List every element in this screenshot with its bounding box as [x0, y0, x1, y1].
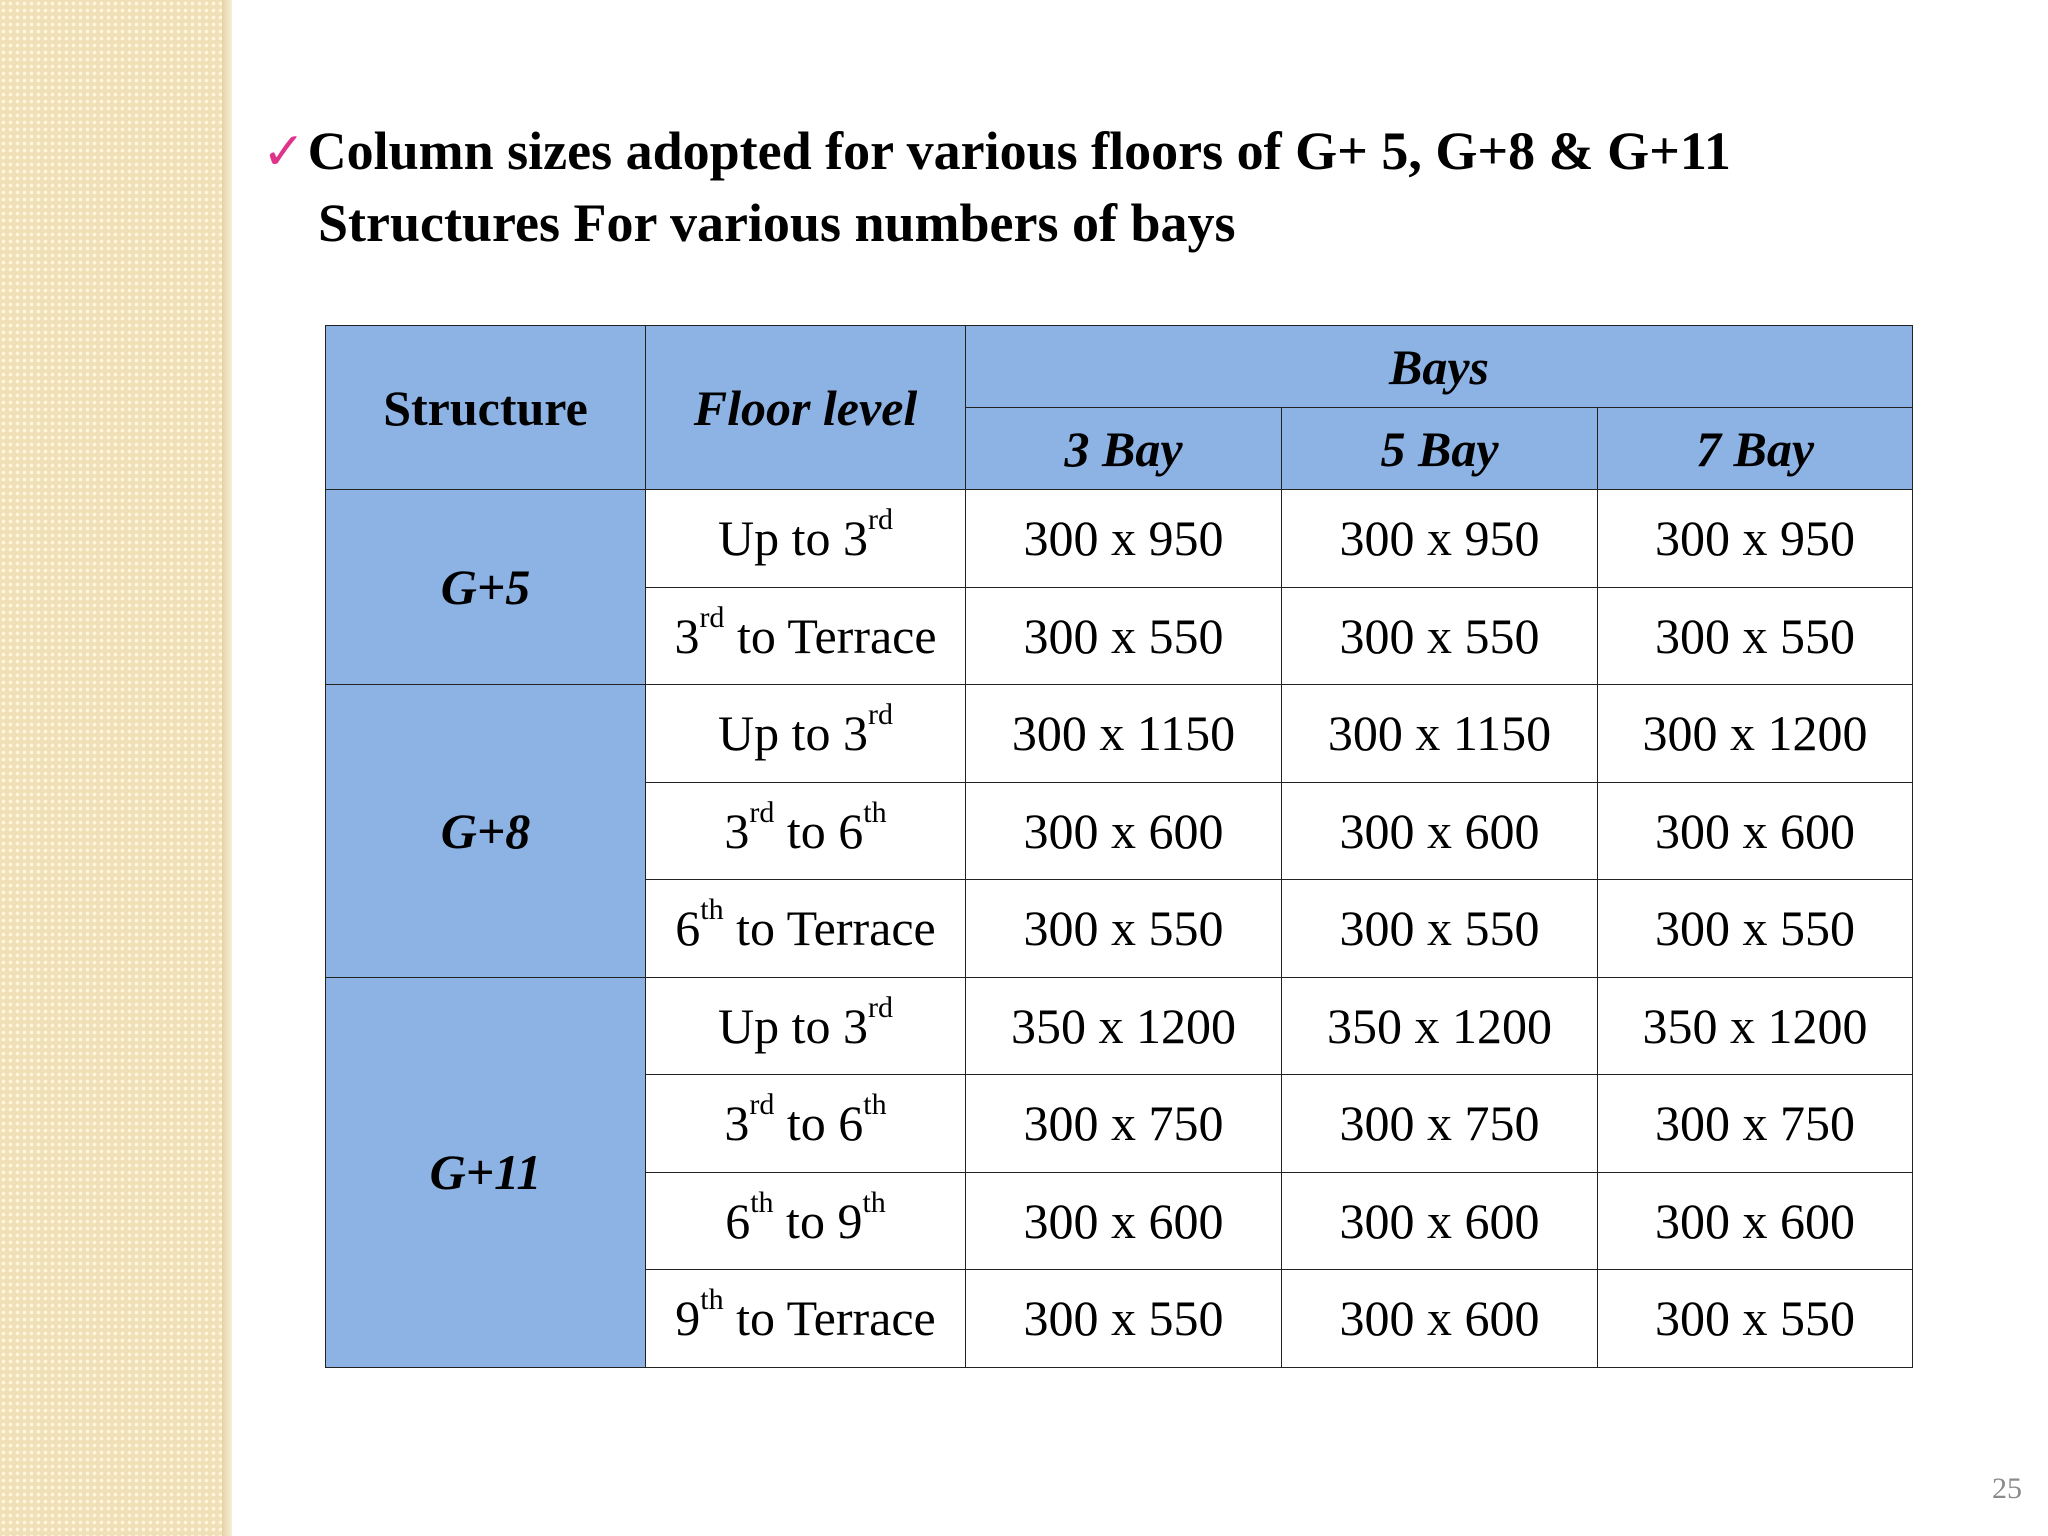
- column-size-cell: 300 x 600: [966, 1172, 1282, 1270]
- column-size-cell: 300 x 750: [1282, 1075, 1598, 1173]
- column-size-cell: 350 x 1200: [1282, 977, 1598, 1075]
- header-bays: Bays: [966, 326, 1913, 408]
- table-row: [326, 685, 1913, 783]
- floor-ordinal: th: [863, 795, 887, 829]
- structure-cell: G+5: [326, 490, 646, 685]
- floor-ordinal: th: [750, 1185, 774, 1219]
- floor-ordinal: rd: [868, 698, 893, 732]
- column-size-cell: 300 x 550: [966, 587, 1282, 685]
- column-size-cell: 300 x 750: [966, 1075, 1282, 1173]
- header-7-bay: 7 Bay: [1598, 408, 1913, 490]
- floor-text: to Terrace: [724, 607, 937, 664]
- header-3-bay: 3 Bay: [966, 408, 1282, 490]
- page-number: 25: [1992, 1472, 2022, 1505]
- floor-level-cell: [646, 782, 966, 880]
- column-size-cell: 300 x 600: [1598, 1172, 1913, 1270]
- floor-ordinal: rd: [699, 600, 725, 634]
- column-size-cell: 350 x 1200: [1598, 977, 1913, 1075]
- header-structure: Structure: [326, 326, 646, 490]
- floor-text: 3: [724, 802, 750, 859]
- floor-text: 3: [724, 1095, 750, 1152]
- floor-text: to 6: [774, 802, 864, 859]
- slide-title: [262, 116, 1962, 258]
- floor-ordinal: rd: [749, 1088, 775, 1122]
- floor-level-cell: [646, 977, 966, 1075]
- floor-text: to Terrace: [723, 900, 936, 957]
- column-size-cell: 300 x 950: [1282, 490, 1598, 588]
- floor-ordinal: th: [863, 1088, 887, 1122]
- column-sizes-table: [325, 325, 1913, 1368]
- floor-text: to Terrace: [723, 1290, 936, 1347]
- floor-text: 6: [675, 900, 701, 957]
- column-size-cell: 300 x 550: [1598, 880, 1913, 978]
- floor-ordinal: rd: [868, 503, 893, 537]
- column-size-cell: 300 x 550: [1282, 587, 1598, 685]
- floor-ordinal: rd: [749, 795, 775, 829]
- column-size-cell: 300 x 1150: [1282, 685, 1598, 783]
- title-line-1: Column sizes adopted for various floors of G+ 5, G+8 & G+11: [307, 121, 1731, 181]
- floor-text: to 9: [773, 1192, 863, 1249]
- floor-text: 6: [725, 1192, 751, 1249]
- floor-ordinal: th: [700, 1283, 724, 1317]
- table-row: [326, 490, 1913, 588]
- floor-level-cell: [646, 880, 966, 978]
- column-size-cell: 300 x 550: [966, 1270, 1282, 1368]
- title-line-2: Structures For various numbers of bays: [318, 193, 1236, 253]
- column-size-cell: 300 x 600: [966, 782, 1282, 880]
- column-size-cell: 300 x 600: [1282, 782, 1598, 880]
- column-size-cell: 350 x 1200: [966, 977, 1282, 1075]
- floor-text: Up to 3: [718, 997, 868, 1054]
- column-size-cell: 300 x 1150: [966, 685, 1282, 783]
- floor-level-cell: [646, 587, 966, 685]
- floor-level-cell: [646, 1075, 966, 1173]
- column-size-cell: 300 x 550: [1598, 587, 1913, 685]
- header-floor-level: Floor level: [646, 326, 966, 490]
- column-size-cell: 300 x 950: [1598, 490, 1913, 588]
- floor-text: to 6: [774, 1095, 864, 1152]
- column-size-cell: 300 x 600: [1282, 1270, 1598, 1368]
- table-body: [326, 490, 1913, 1368]
- structure-cell: G+8: [326, 685, 646, 978]
- floor-level-cell: [646, 685, 966, 783]
- floor-ordinal: rd: [868, 990, 893, 1024]
- table-row: [326, 977, 1913, 1075]
- floor-level-cell: [646, 1172, 966, 1270]
- column-size-cell: 300 x 550: [1598, 1270, 1913, 1368]
- floor-text: 3: [674, 607, 700, 664]
- decorative-side-band: [0, 0, 228, 1536]
- checkmark-icon: ✓: [262, 124, 306, 181]
- column-size-cell: 300 x 950: [966, 490, 1282, 588]
- floor-text: Up to 3: [718, 705, 868, 762]
- floor-level-cell: [646, 490, 966, 588]
- floor-text: Up to 3: [718, 510, 868, 567]
- header-5-bay: 5 Bay: [1282, 408, 1598, 490]
- floor-ordinal: th: [862, 1185, 886, 1219]
- column-size-cell: 300 x 750: [1598, 1075, 1913, 1173]
- floor-ordinal: th: [700, 893, 724, 927]
- structure-cell: G+11: [326, 977, 646, 1367]
- column-size-cell: 300 x 1200: [1598, 685, 1913, 783]
- side-band-edge: [222, 0, 232, 1536]
- column-size-cell: 300 x 550: [966, 880, 1282, 978]
- floor-level-cell: [646, 1270, 966, 1368]
- floor-text: 9: [675, 1290, 701, 1347]
- column-size-cell: 300 x 550: [1282, 880, 1598, 978]
- column-size-cell: 300 x 600: [1598, 782, 1913, 880]
- column-size-cell: 300 x 600: [1282, 1172, 1598, 1270]
